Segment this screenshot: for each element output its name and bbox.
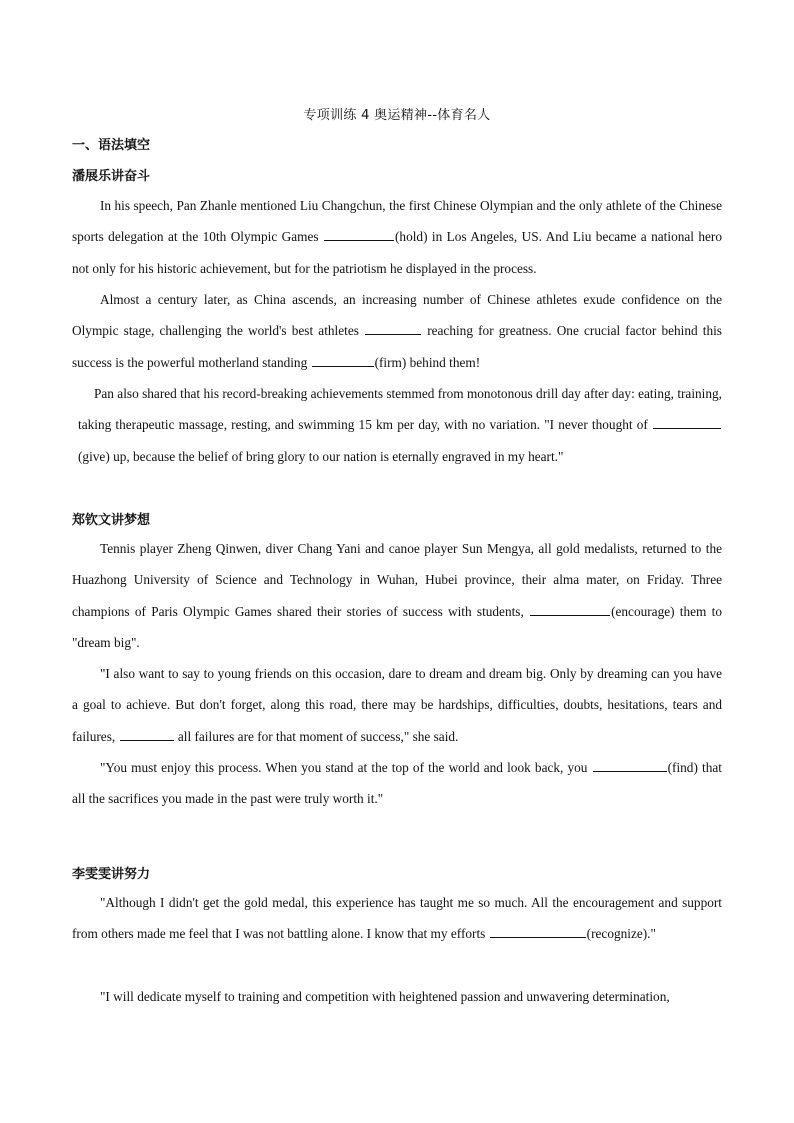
paragraph-text: all failures are for that moment of success," she said.	[174, 728, 459, 744]
answer-blank-1[interactable]	[324, 228, 394, 241]
passage-pan-paragraph-2	[72, 284, 722, 378]
paragraph-text: Almost a century later, as China ascends, an increasing number of Chinese athletes exude confidence on the Olympic stage, challenging the world's best athletes	[72, 292, 722, 339]
paragraph-text: (hold) in Los Angeles, US. And Liu became a national hero not only for his historic achievement, but for the patriotism he displayed in the process.	[72, 229, 723, 276]
paragraph-text: "I also want to say to young friends on this occasion, dare to dream and dream big. Only by dreaming can you have a goal to achieve. But don't forget, along this road, there may be hardships, difficulties, doubts, hesitations, tears and failures,	[72, 666, 722, 744]
passage-li-paragraph-2	[72, 981, 722, 1012]
paragraph-text: "You must enjoy this process. When you stand at the top of the world and look back, you	[100, 760, 592, 775]
paragraph-text: "I will dedicate myself to training and competition with heightened passion and unwavering determination,	[100, 989, 670, 1004]
answer-blank-8[interactable]	[490, 925, 586, 938]
passage-zheng-paragraph-1	[72, 533, 722, 658]
passage-heading-zheng: 郑钦文讲梦想	[72, 513, 151, 528]
paragraph-text: (recognize)."	[586, 926, 656, 942]
answer-blank-6[interactable]	[120, 728, 174, 741]
section-heading: 一、语法填空	[72, 138, 151, 153]
paragraph-text: (find) that all the sacrifices you made in the past were truly worth it."	[72, 760, 722, 807]
paragraph-text: (encourage) them to "dream big".	[72, 603, 722, 650]
passage-heading-li: 李雯雯讲努力	[72, 867, 151, 882]
passage-zheng-paragraph-2	[72, 658, 722, 752]
passage-zheng-paragraph-3	[72, 752, 722, 815]
passage-pan-paragraph-3	[78, 378, 722, 472]
answer-blank-5[interactable]	[530, 603, 610, 616]
passage-heading-pan: 潘展乐讲奋斗	[72, 169, 151, 184]
answer-blank-7[interactable]	[593, 759, 667, 772]
answer-blank-4[interactable]	[653, 416, 721, 429]
paragraph-text: In his speech, Pan Zhanle mentioned Liu Changchun, the first Chinese Olympian and the only athlete of the Chinese sports delegation at the 10th Olympic Games	[72, 198, 722, 245]
passage-li-paragraph-1	[72, 887, 722, 950]
passage-pan-paragraph-1	[72, 190, 722, 284]
paragraph-text: (give) up, because the belief of bring glory to our nation is eternally engraved in my heart."	[78, 448, 564, 464]
paragraph-text: (firm) behind them!	[374, 354, 481, 370]
paragraph-text: reaching for greatness. One crucial factor behind this success is the powerful motherland standing	[72, 323, 722, 370]
page-title: 专项训练 4 奥运精神--体育名人	[303, 108, 491, 123]
paragraph-text: Tennis player Zheng Qinwen, diver Chang Yani and canoe player Sun Mengya, all gold medalists, returned to the Huazhong University of Science and Technology in Wuhan, Hubei province, their alma mater, on Friday. Three champions of Paris Olympic Games shared their stories of success with students,	[72, 541, 722, 619]
paragraph-text: "Although I didn't get the gold medal, this experience has taught me so much. All the encouragement and support from others made me feel that I was not battling alone. I know that my efforts	[72, 895, 722, 942]
answer-blank-3[interactable]	[312, 354, 374, 367]
paragraph-text: Pan also shared that his record-breaking achievements stemmed from monotonous drill day after day: eating, training, taking therapeutic massage, resting, and swimming 15 km per day, with no variation. "I never thought of	[78, 386, 722, 433]
answer-blank-2[interactable]	[365, 322, 421, 335]
